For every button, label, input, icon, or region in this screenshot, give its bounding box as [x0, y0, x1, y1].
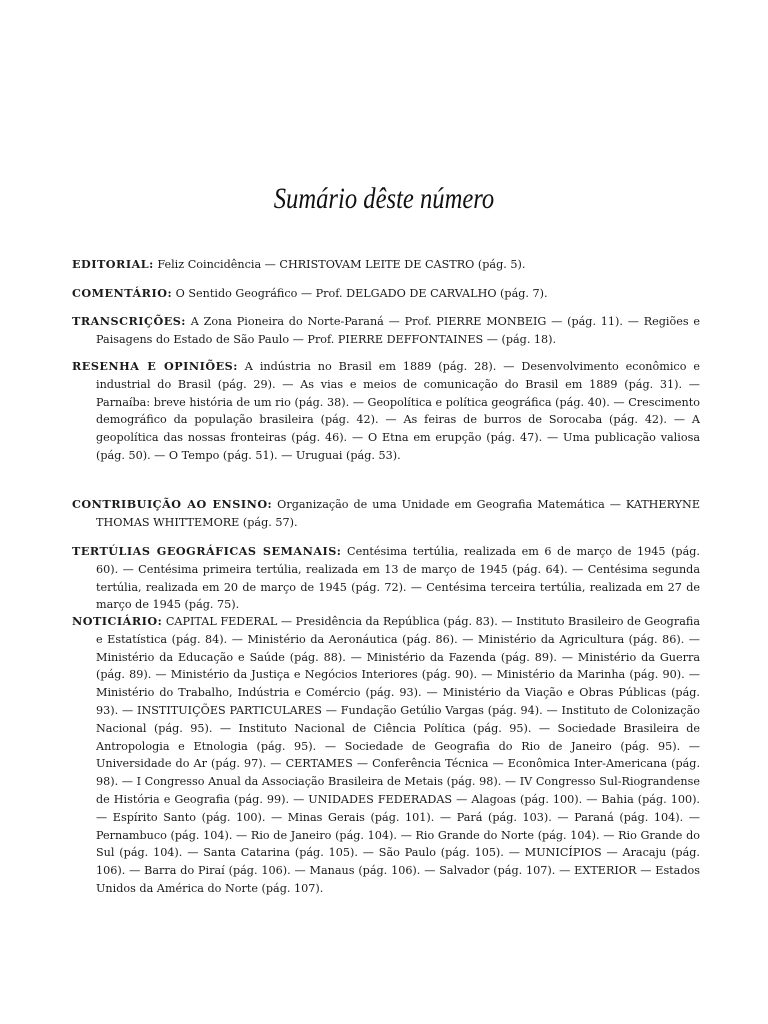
- toc-entry-text: O Sentido Geográfico — Prof. DELGADO DE CARVALHO (pág. 7).: [175, 287, 548, 300]
- toc-entry-editorial: [72, 256, 700, 274]
- toc-entry-label: TERTÚLIAS GEOGRÁFICAS SEMANAIS:: [72, 544, 342, 558]
- toc-entry-label: TRANSCRIÇÕES:: [72, 314, 186, 328]
- toc-entry-tertulias: [72, 543, 700, 614]
- toc-entry-label: CONTRIBUIÇÃO AO ENSINO:: [72, 497, 273, 511]
- toc-entry-resenha: [72, 358, 700, 465]
- toc-entry-label: EDITORIAL:: [72, 257, 154, 271]
- toc-entry-text: Centésima tertúlia, realizada em 6 de março de 1945 (pág. 60). — Centésima primeira tertúlia, realizada em 13 de março de 1945 (pág. 64). — Centésima segunda tertúlia, realizada em 20 de março de 1945 (pág. 72). — Centésima terceira tertúlia, realizada em 27 de março de 1945 (pág. 75).: [96, 545, 700, 612]
- page-title: Sumário dêste número: [273, 182, 495, 215]
- toc-entry-noticiario: [72, 613, 700, 898]
- toc-entry-label: RESENHA E OPINIÕES:: [72, 359, 238, 373]
- toc-entry-text: A indústria no Brasil em 1889 (pág. 28). — Desenvolvimento econômico e industrial do Brasil (pág. 29). — As vias e meios de comunicação do Brasil em 1889 (pág. 31). — Parnaíba: breve história de um rio (pág. 38). — Geopolítica e política geográfica (pág. 40). — Crescimento demográfico da população brasileira (pág. 42). — As feiras de burros de Sorocaba (pág. 42). — A geopolítica das nossas fronteiras (pág. 46). — O Etna em erupção (pág. 47). — Uma publicação valiosa (pág. 50). — O Tempo (pág. 51). — Uruguai (pág. 53).: [96, 360, 700, 462]
- toc-entry-text: A Zona Pioneira do Norte-Paraná — Prof. PIERRE MONBEIG — (pág. 11). — Regiões e Paisagens do Estado de São Paulo — Prof. PIERRE DEFFONTAINES — (pág. 18).: [96, 315, 700, 346]
- toc-entry-text: CAPITAL FEDERAL — Presidência da República (pág. 83). — Instituto Brasileiro de Geografia e Estatística (pág. 84). — Ministério da Aeronáutica (pág. 86). — Ministério da Agricultura (pág. 86). — Ministério da Educação e Saúde (pág. 88). — Ministério da Fazenda (pág. 89). — Ministério da Guerra (pág. 89). — Ministério da Justiça e Negócios Interiores (pág. 90). — Ministério da Marinha (pág. 90). — Ministério do Trabalho, Indústria e Comércio (pág. 93). — Ministério da Viação e Obras Públicas (pág. 93). — INSTITUIÇÕES PARTICULARES — Fundação Getúlio Vargas (pág. 94). — Instituto de Colonização Nacional (pág. 95). — Instituto Nacional de Ciência Política (pág. 95). — Sociedade Brasileira de Antropologia e Etnologia (pág. 95). — Sociedade de Geografia do Rio de Janeiro (pág. 95). — Universidade do Ar (pág. 97). — CERTAMES — Conferência Técnica — Econômica Inter-Americana (pág. 98). — I Congresso Anual da Associação Brasileira de Metais (pág. 98). — IV Congresso Sul-Riograndense de História e Geografia (pág. 99). — UNIDADES FEDERADAS — Alagoas (pág. 100). — Bahia (pág. 100). — Espírito Santo (pág. 100). — Minas Gerais (pág. 101). — Pará (pág. 103). — Paraná (pág. 104). — Pernambuco (pág. 104). — Rio de Janeiro (pág. 104). — Rio Grande do Norte (pág. 104). — Rio Grande do Sul (pág. 104). — Santa Catarina (pág. 105). — São Paulo (pág. 105). — MUNICÍPIOS — Aracaju (pág. 106). — Barra do Piraí (pág. 106). — Manaus (pág. 106). — Salvador (pág. 107). — EXTERIOR — Estados Unidos da América do Norte (pág. 107).: [96, 615, 700, 895]
- toc-entry-transcricoes: [72, 313, 700, 349]
- toc-entry-text: Organização de uma Unidade em Geografia Matemática — KATHERYNE THOMAS WHITTEMORE (pág. 57).: [96, 498, 701, 529]
- toc-entry-text: Feliz Coincidência — CHRISTOVAM LEITE DE CASTRO (pág. 5).: [157, 258, 526, 271]
- toc-entry-contribuicao: [72, 496, 700, 532]
- toc-entry-label: NOTICIÁRIO:: [72, 614, 163, 628]
- toc-entry-comentario: [72, 285, 700, 303]
- toc-entry-label: COMENTÁRIO:: [72, 286, 173, 300]
